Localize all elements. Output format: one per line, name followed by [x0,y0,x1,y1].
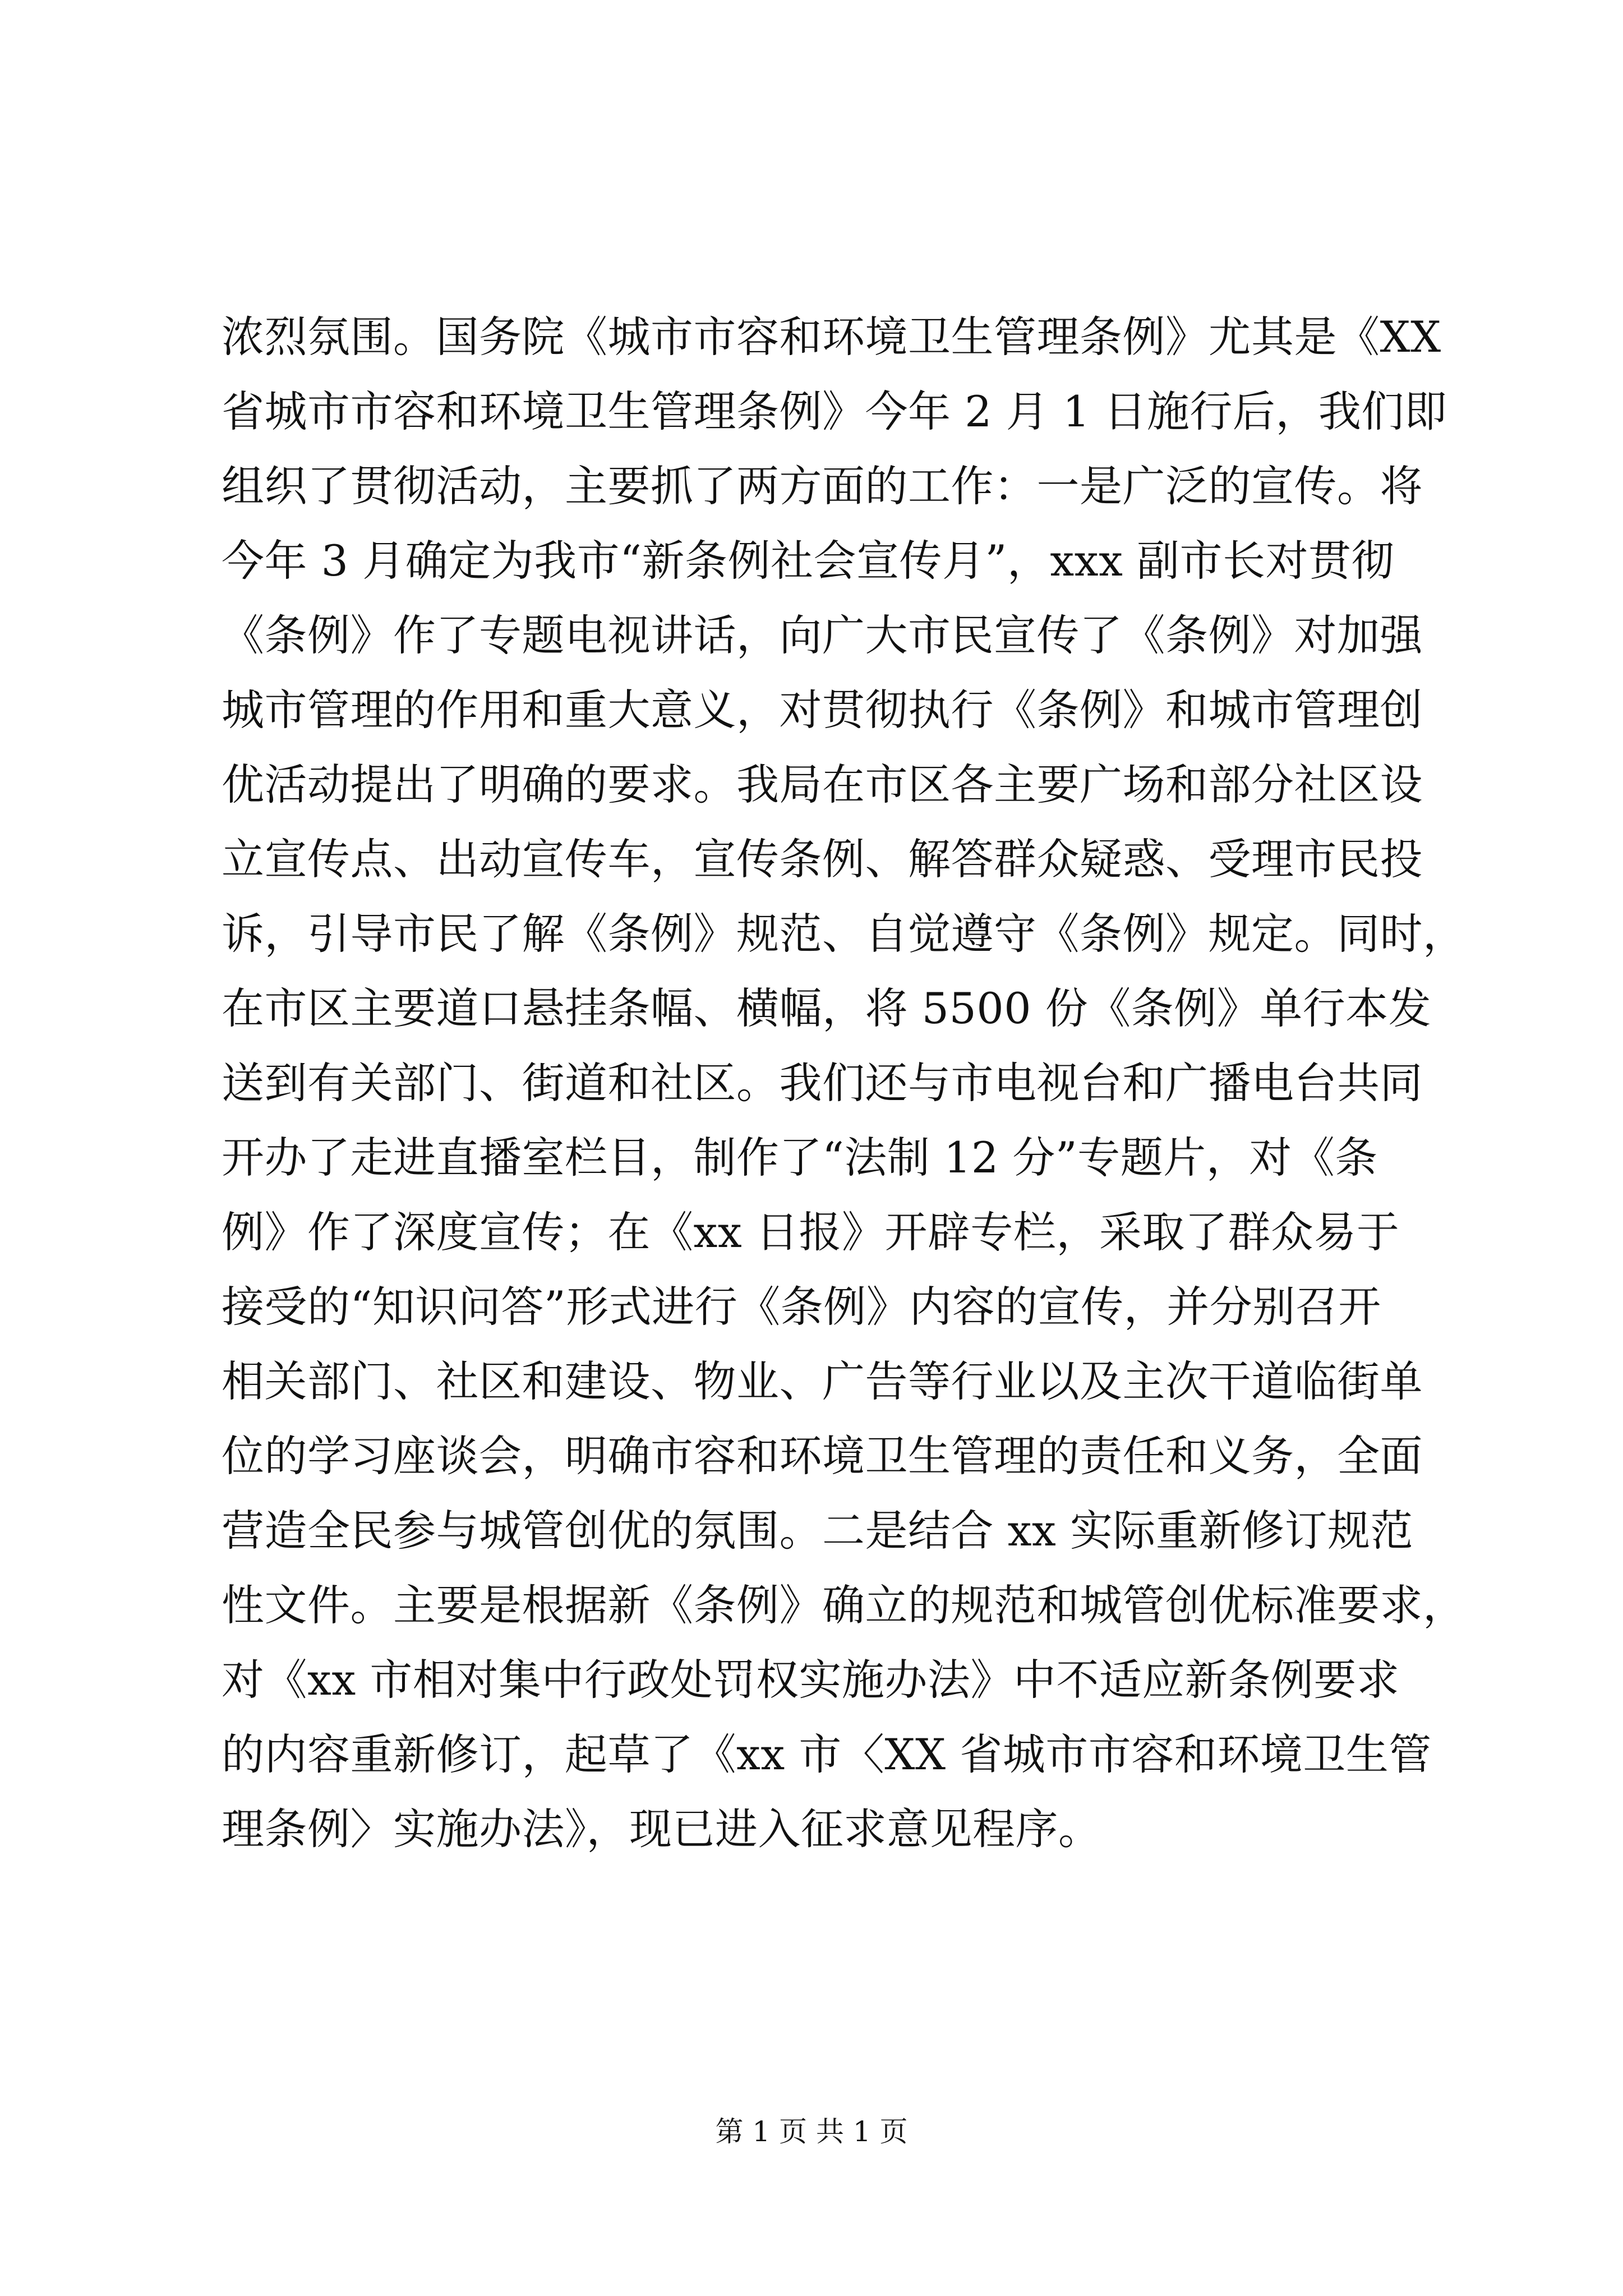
text-line: 接受的“知识问答”形式进行《条例》内容的宣传，并分别召开 [222,1282,1381,1332]
text-line: 组织了贯彻活动，主要抓了两方面的工作：一是广泛的宣传。将 [222,461,1423,511]
page-number-indicator: 第 1 页 共 1 页 [715,2115,908,2148]
text-line: 浓烈氛围。国务院《城市市容和环境卫生管理条例》尤其是《XX [222,312,1441,362]
text-line: 对《xx 市相对集中行政处罚权实施办法》中不适应新条例要求 [222,1655,1400,1705]
page-footer [0,2112,1623,2151]
document-body [222,300,1466,1866]
text-line: 的内容重新修订，起草了《xx 市〈XX 省城市市容和环境卫生管 [222,1729,1432,1779]
text-line: 例》作了深度宣传；在《xx 日报》开辟专栏，采取了群众易于 [222,1207,1400,1257]
text-line: 城市管理的作用和重大意义，对贯彻执行《条例》和城市管理创 [222,685,1423,735]
text-line: 相关部门、社区和建设、物业、广告等行业以及主次干道临街单 [222,1356,1423,1406]
text-line: 立宣传点、出动宣传车，宣传条例、解答群众疑惑、受理市民投 [222,834,1423,884]
text-line: 优活动提出了明确的要求。我局在市区各主要广场和部分社区设 [222,760,1423,809]
text-line: 诉，引导市民了解《条例》规范、自觉遵守《条例》规定。同时， [222,909,1466,959]
text-line: 理条例〉实施办法》，现已进入征求意见程序。 [222,1804,1101,1854]
text-line: 《条例》作了专题电视讲话，向广大市民宣传了《条例》对加强 [222,610,1423,660]
text-line: 送到有关部门、街道和社区。我们还与市电视台和广播电台共同 [222,1058,1423,1108]
text-line: 今年 3 月确定为我市“新条例社会宣传月”，xxx 副市长对贯彻 [222,536,1395,586]
text-line: 营造全民参与城管创优的氛围。二是结合 xx 实际重新修订规范 [222,1506,1414,1556]
text-line: 性文件。主要是根据新《条例》确立的规范和城管创优标准要求， [222,1580,1466,1630]
text-line: 在市区主要道口悬挂条幅、横幅，将 5500 份《条例》单行本发 [222,983,1432,1033]
text-line: 省城市市容和环境卫生管理条例》今年 2 月 1 日施行后，我们即 [222,386,1447,436]
text-line: 开办了走进直播室栏目，制作了“法制 12 分”专题片，对《条 [222,1133,1378,1182]
text-line: 位的学习座谈会，明确市容和环境卫生管理的责任和义务，全面 [222,1431,1423,1481]
